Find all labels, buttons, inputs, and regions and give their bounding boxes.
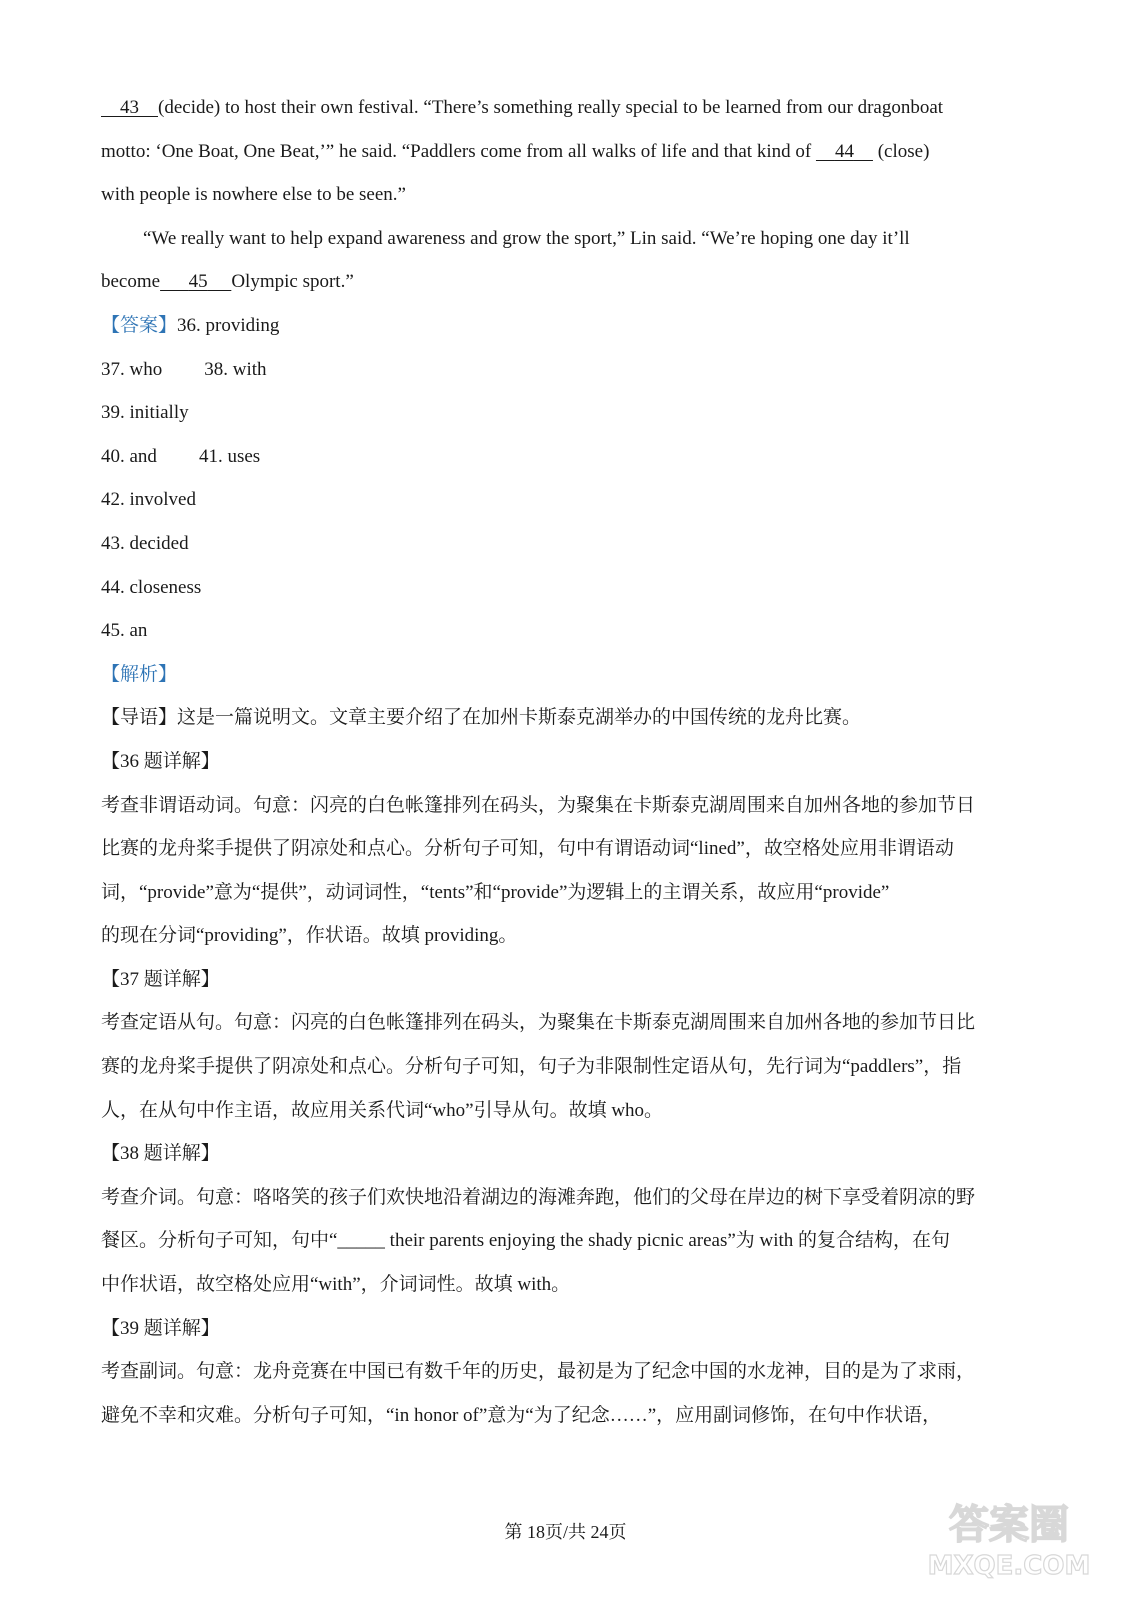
blank-45: 45 bbox=[188, 271, 208, 293]
analysis-label-line bbox=[101, 653, 1031, 697]
passage-text: (decide) to host their own festival. “There’s something really special to be learned from our dragonboat bbox=[158, 97, 944, 118]
watermark-logo bbox=[909, 1486, 1109, 1586]
analysis-text: 中作状语，故空格处应用“with”，介词词性。故填 with。 bbox=[101, 1274, 571, 1296]
answer-line bbox=[101, 348, 1031, 392]
passage-text: (close) bbox=[877, 140, 930, 162]
q39-heading: 【39 题详解】 bbox=[101, 1317, 220, 1339]
q37-heading: 【37 题详解】 bbox=[101, 968, 220, 990]
analysis-text: 比赛的龙舟桨手提供了阴凉处和点心。分析句子可知，句中有谓语动词“lined”，故空格处应用非谓语动 bbox=[101, 838, 954, 860]
passage-text: Olympic sport.” bbox=[231, 271, 354, 293]
answer-item: 41. uses bbox=[198, 445, 261, 467]
answer-line bbox=[101, 391, 1031, 435]
analysis-text: 考查定语从句。句意：闪亮的白色帐篷排列在码头，为聚集在卡斯泰克湖周围来自加州各地的参加节日比 bbox=[101, 1012, 976, 1034]
answer-line bbox=[101, 609, 1031, 653]
passage-text: with people is nowhere else to be seen.” bbox=[101, 184, 406, 206]
q36-heading: 【36 题详解】 bbox=[101, 750, 220, 772]
analysis-line bbox=[101, 784, 1031, 828]
answer-label: 【答案】 bbox=[101, 314, 178, 336]
passage-line bbox=[101, 260, 1031, 304]
analysis-text: 词，“provide”意为“提供”，动词词性，“tents”和“provide”为逻辑上的主谓关系，故应用“provide” bbox=[101, 881, 890, 903]
analysis-line bbox=[101, 1001, 1031, 1045]
passage-text: “We really want to help expand awareness and grow the sport,” Lin said. “We’re hoping one day it’ll bbox=[143, 227, 910, 249]
passage-text: become bbox=[101, 271, 161, 293]
answer-line bbox=[101, 304, 1031, 348]
blank-44: 44 bbox=[834, 140, 854, 162]
passage-text: motto: ‘One Boat, One Beat,’” he said. “Paddlers come from all walks of life and that kind of bbox=[101, 140, 812, 162]
analysis-line bbox=[101, 1089, 1031, 1133]
guide-text: 【导语】这是一篇说明文。文章主要介绍了在加州卡斯泰克湖举办的中国传统的龙舟比赛。 bbox=[101, 707, 862, 729]
analysis-line bbox=[101, 1350, 1031, 1394]
answer-line bbox=[101, 522, 1031, 566]
passage-line bbox=[101, 217, 1031, 261]
answer-item: 37. who bbox=[101, 358, 163, 380]
section-heading bbox=[101, 1132, 1031, 1176]
analysis-line bbox=[101, 1219, 1031, 1263]
analysis-text: 餐区。分析句子可知，句中“_____ their parents enjoying the shady picnic areas”为 with 的复合结构，在句 bbox=[101, 1230, 951, 1252]
answer-line bbox=[101, 566, 1031, 610]
analysis-text: 避免不幸和灾难。分析句子可知，“in honor of”意为“为了纪念……”，应用副词修饰，在句中作状语， bbox=[101, 1404, 942, 1426]
q38-heading: 【38 题详解】 bbox=[101, 1143, 220, 1165]
svg-text:MXQE.COM: MXQE.COM bbox=[927, 1551, 1091, 1581]
answer-item: 44. closeness bbox=[101, 576, 202, 598]
analysis-line bbox=[101, 1263, 1031, 1307]
guide-line bbox=[101, 696, 1031, 740]
answer-item: 39. initially bbox=[101, 402, 189, 424]
section-heading bbox=[101, 958, 1031, 1002]
analysis-text: 考查非谓语动词。句意：闪亮的白色帐篷排列在码头，为聚集在卡斯泰克湖周围来自加州各地的参加节日 bbox=[101, 794, 976, 816]
analysis-text: 的现在分词“providing”，作状语。故填 providing。 bbox=[101, 925, 518, 947]
svg-text:答案圈: 答案圈 bbox=[949, 1502, 1069, 1548]
page-number: 第 18页/共 24页 bbox=[504, 1522, 627, 1542]
answer-item: 36. providing bbox=[177, 314, 280, 336]
analysis-line bbox=[101, 914, 1031, 958]
analysis-line bbox=[101, 1394, 1031, 1438]
answer-item: 42. involved bbox=[101, 489, 196, 511]
answer-item: 40. and bbox=[101, 445, 157, 467]
section-heading bbox=[101, 740, 1031, 784]
analysis-text: 赛的龙舟桨手提供了阴凉处和点心。分析句子可知，句子为非限制性定语从句，先行词为“paddlers”，指 bbox=[101, 1056, 962, 1078]
passage-line bbox=[101, 173, 1031, 217]
analysis-line bbox=[101, 1045, 1031, 1089]
blank-43: 43 bbox=[120, 97, 139, 118]
analysis-text: 考查副词。句意：龙舟竞赛在中国已有数千年的历史，最初是为了纪念中国的水龙神，目的是为了求雨， bbox=[101, 1361, 976, 1383]
analysis-line bbox=[101, 827, 1031, 871]
analysis-line bbox=[101, 871, 1031, 915]
passage-line bbox=[101, 130, 1031, 174]
passage-line bbox=[101, 86, 1031, 130]
answer-item: 43. decided bbox=[101, 532, 189, 554]
page-content bbox=[101, 86, 1031, 1437]
analysis-line bbox=[101, 1176, 1031, 1220]
analysis-text: 人，在从句中作主语，故应用关系代词“who”引导从句。故填 who。 bbox=[101, 1099, 664, 1121]
answer-line bbox=[101, 435, 1031, 479]
analysis-text: 考查介词。句意：咯咯笑的孩子们欢快地沿着湖边的海滩奔跑，他们的父母在岸边的树下享受着阴凉的野 bbox=[101, 1186, 976, 1208]
section-heading bbox=[101, 1307, 1031, 1351]
answer-line bbox=[101, 478, 1031, 522]
answer-item: 38. with bbox=[204, 358, 267, 380]
answer-item: 45. an bbox=[101, 620, 148, 642]
analysis-label: 【解析】 bbox=[101, 663, 178, 685]
